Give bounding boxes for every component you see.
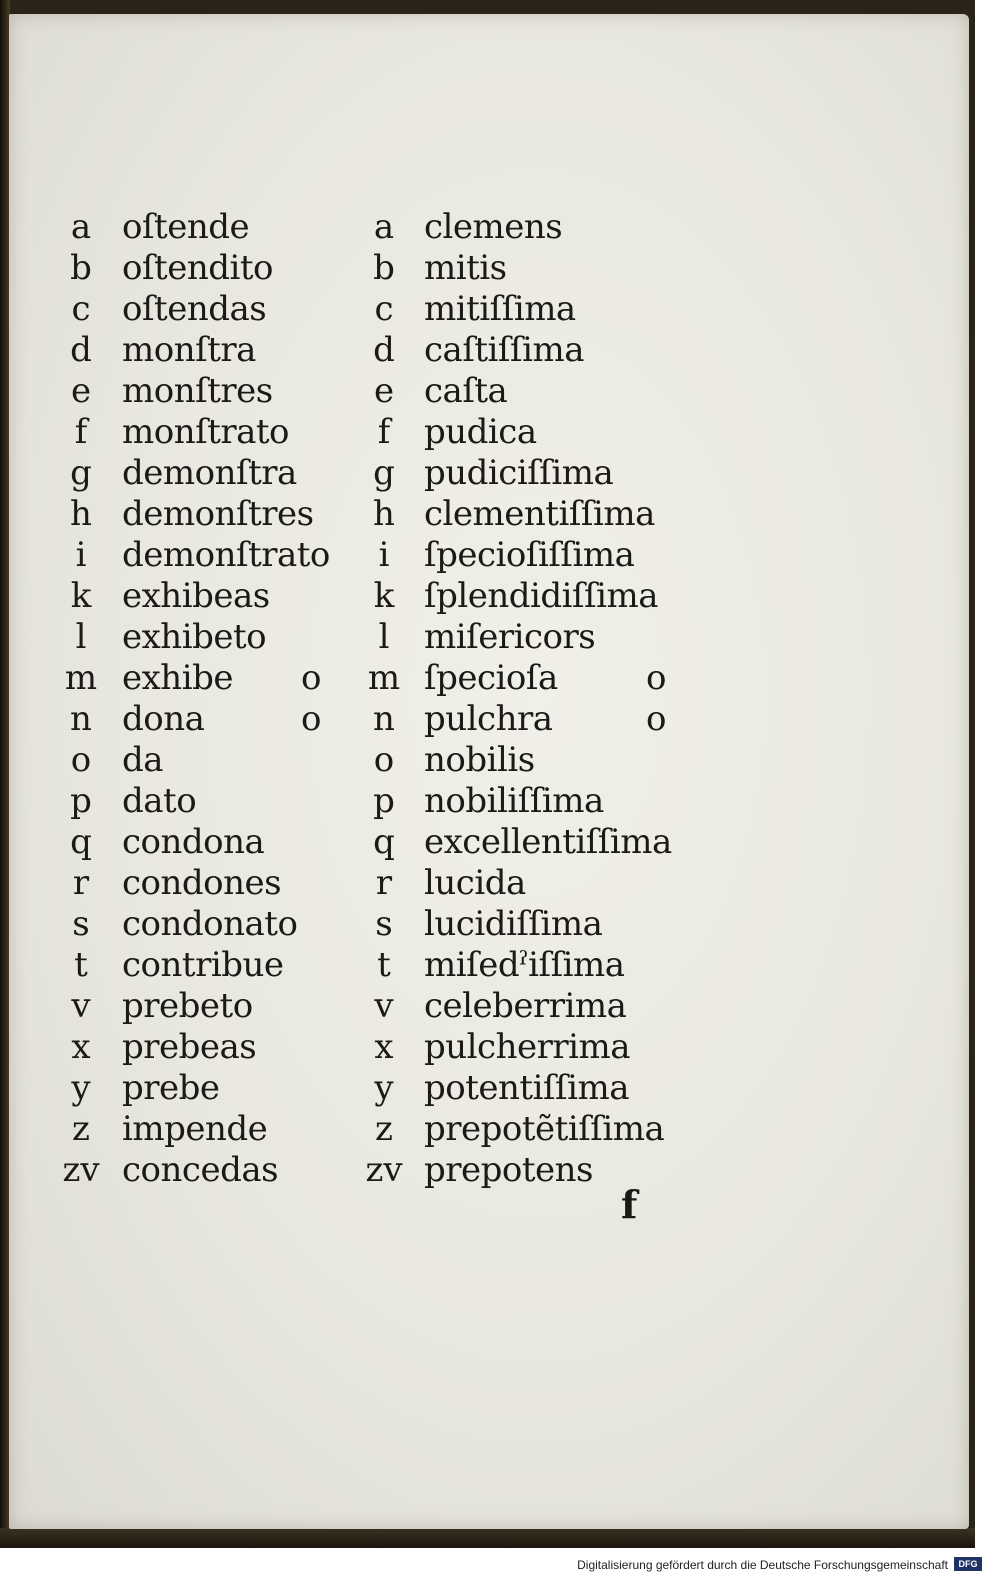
right-column-row (9, 863, 969, 904)
paper-page (9, 14, 969, 1529)
right-column-row (9, 248, 969, 289)
row-word: demonſtres (122, 494, 314, 534)
row-word: ſplendidiſſima (424, 576, 659, 616)
row-letter: t (377, 945, 391, 985)
row-word: oſtende (122, 207, 250, 247)
right-column-row (9, 699, 969, 740)
row-letter: l (378, 617, 390, 657)
row-marker: o (301, 658, 322, 698)
right-column-row (9, 1068, 969, 1109)
row-letter: i (75, 535, 87, 575)
row-word: ſpecioſa (424, 658, 558, 698)
right-column-row (9, 1027, 969, 1068)
row-word: monſtres (122, 371, 273, 411)
row-letter: c (374, 289, 394, 329)
row-letter: n (373, 699, 395, 739)
row-letter: a (70, 207, 92, 247)
row-word: clemens (424, 207, 563, 247)
right-column-row (9, 986, 969, 1027)
row-word: mitis (424, 248, 507, 288)
row-letter: q (373, 822, 395, 862)
row-word: nobilis (424, 740, 535, 780)
row-letter: q (70, 822, 92, 862)
row-word: lucida (424, 863, 526, 903)
row-letter: t (74, 945, 88, 985)
right-column-row (9, 207, 969, 248)
row-word: monſtra (122, 330, 256, 370)
right-column-row (9, 371, 969, 412)
row-letter: b (373, 248, 395, 288)
row-letter: d (70, 330, 92, 370)
row-word: condona (122, 822, 265, 862)
row-letter: p (70, 781, 92, 821)
row-letter: d (373, 330, 395, 370)
row-letter: m (64, 658, 98, 698)
row-word: mitiſſima (424, 289, 576, 329)
row-word: celeberrima (424, 986, 627, 1026)
row-word: prepotens (424, 1150, 594, 1190)
row-letter: f (377, 412, 391, 452)
funding-credit: Digitalisierung gefördert durch die Deutsche Forschungsgemeinschaft (577, 1558, 948, 1572)
row-letter: z (72, 1109, 90, 1149)
row-word: exhibe (122, 658, 233, 698)
row-word: miſericors (424, 617, 596, 657)
row-word: oſtendas (122, 289, 267, 329)
row-letter: z (375, 1109, 393, 1149)
row-word: caſta (424, 371, 508, 411)
row-letter: r (375, 863, 393, 903)
row-word: ſpecioſiſſima (424, 535, 635, 575)
dfg-logo: DFG (954, 1557, 982, 1571)
row-letter: o (373, 740, 395, 780)
row-letter: k (70, 576, 92, 616)
row-letter: x (71, 1027, 91, 1067)
row-word: potentiſſima (424, 1068, 630, 1108)
row-word: concedas (122, 1150, 279, 1190)
row-letter: g (70, 453, 92, 493)
row-word: impende (122, 1109, 268, 1149)
right-column-row (9, 412, 969, 453)
right-column-row (9, 289, 969, 330)
right-column-row (9, 1150, 969, 1191)
row-word: demonſtrato (122, 535, 330, 575)
row-word: da (122, 740, 164, 780)
row-letter: i (378, 535, 390, 575)
row-word: monſtrato (122, 412, 290, 452)
row-letter: v (374, 986, 394, 1026)
row-word: excellentiſſima (424, 822, 672, 862)
row-letter: m (367, 658, 401, 698)
row-letter: zv (62, 1150, 100, 1190)
row-word: miſedˀiſſima (424, 945, 625, 985)
row-letter: c (71, 289, 91, 329)
row-letter: g (373, 453, 395, 493)
row-letter: k (373, 576, 395, 616)
row-word: prebeto (122, 986, 253, 1026)
row-marker: o (646, 658, 667, 698)
row-word: pudiciſſima (424, 453, 614, 493)
row-word: prebe (122, 1068, 220, 1108)
row-marker: o (301, 699, 322, 739)
right-column-row (9, 494, 969, 535)
row-marker: o (646, 699, 667, 739)
row-word: pulchra (424, 699, 553, 739)
row-letter: x (374, 1027, 394, 1067)
row-word: pudica (424, 412, 537, 452)
row-word: pulcherrima (424, 1027, 630, 1067)
right-column-row (9, 1109, 969, 1150)
right-column-row (9, 535, 969, 576)
row-letter: e (373, 371, 395, 411)
row-word: prepotẽtiſſima (424, 1109, 665, 1149)
row-word: oſtendito (122, 248, 274, 288)
row-word: condonato (122, 904, 298, 944)
right-column-row (9, 781, 969, 822)
row-word: nobiliſſima (424, 781, 604, 821)
row-word: lucidiſſima (424, 904, 603, 944)
row-letter: h (70, 494, 92, 534)
row-letter: h (373, 494, 395, 534)
row-letter: b (70, 248, 92, 288)
row-letter: s (72, 904, 90, 944)
row-word: clementiſſima (424, 494, 655, 534)
row-letter: n (70, 699, 92, 739)
row-letter: zv (365, 1150, 403, 1190)
digitization-footer (0, 1552, 1000, 1582)
row-word: dato (122, 781, 197, 821)
row-word: exhibeto (122, 617, 267, 657)
row-word: exhibeas (122, 576, 270, 616)
row-word: demonſtra (122, 453, 297, 493)
row-letter: p (373, 781, 395, 821)
row-letter: v (71, 986, 91, 1026)
right-column-row (9, 822, 969, 863)
row-letter: e (70, 371, 92, 411)
row-word: condones (122, 863, 282, 903)
row-letter: y (374, 1068, 394, 1108)
row-word: dona (122, 699, 205, 739)
row-word: caſtiſſima (424, 330, 584, 370)
row-letter: a (373, 207, 395, 247)
right-column-row (9, 658, 969, 699)
right-column-row (9, 617, 969, 658)
row-letter: l (75, 617, 87, 657)
row-word: contribue (122, 945, 284, 985)
right-column-row (9, 453, 969, 494)
right-column-row (9, 740, 969, 781)
book-cover-bottom-edge (0, 1528, 975, 1548)
row-letter: o (70, 740, 92, 780)
row-letter: y (71, 1068, 91, 1108)
right-column-row (9, 904, 969, 945)
row-letter: r (72, 863, 90, 903)
right-column-row (9, 330, 969, 371)
right-column-row (9, 576, 969, 617)
signature-mark: f (621, 1182, 638, 1227)
row-word: prebeas (122, 1027, 257, 1067)
row-letter: f (74, 412, 88, 452)
row-letter: s (375, 904, 393, 944)
right-column-row (9, 945, 969, 986)
